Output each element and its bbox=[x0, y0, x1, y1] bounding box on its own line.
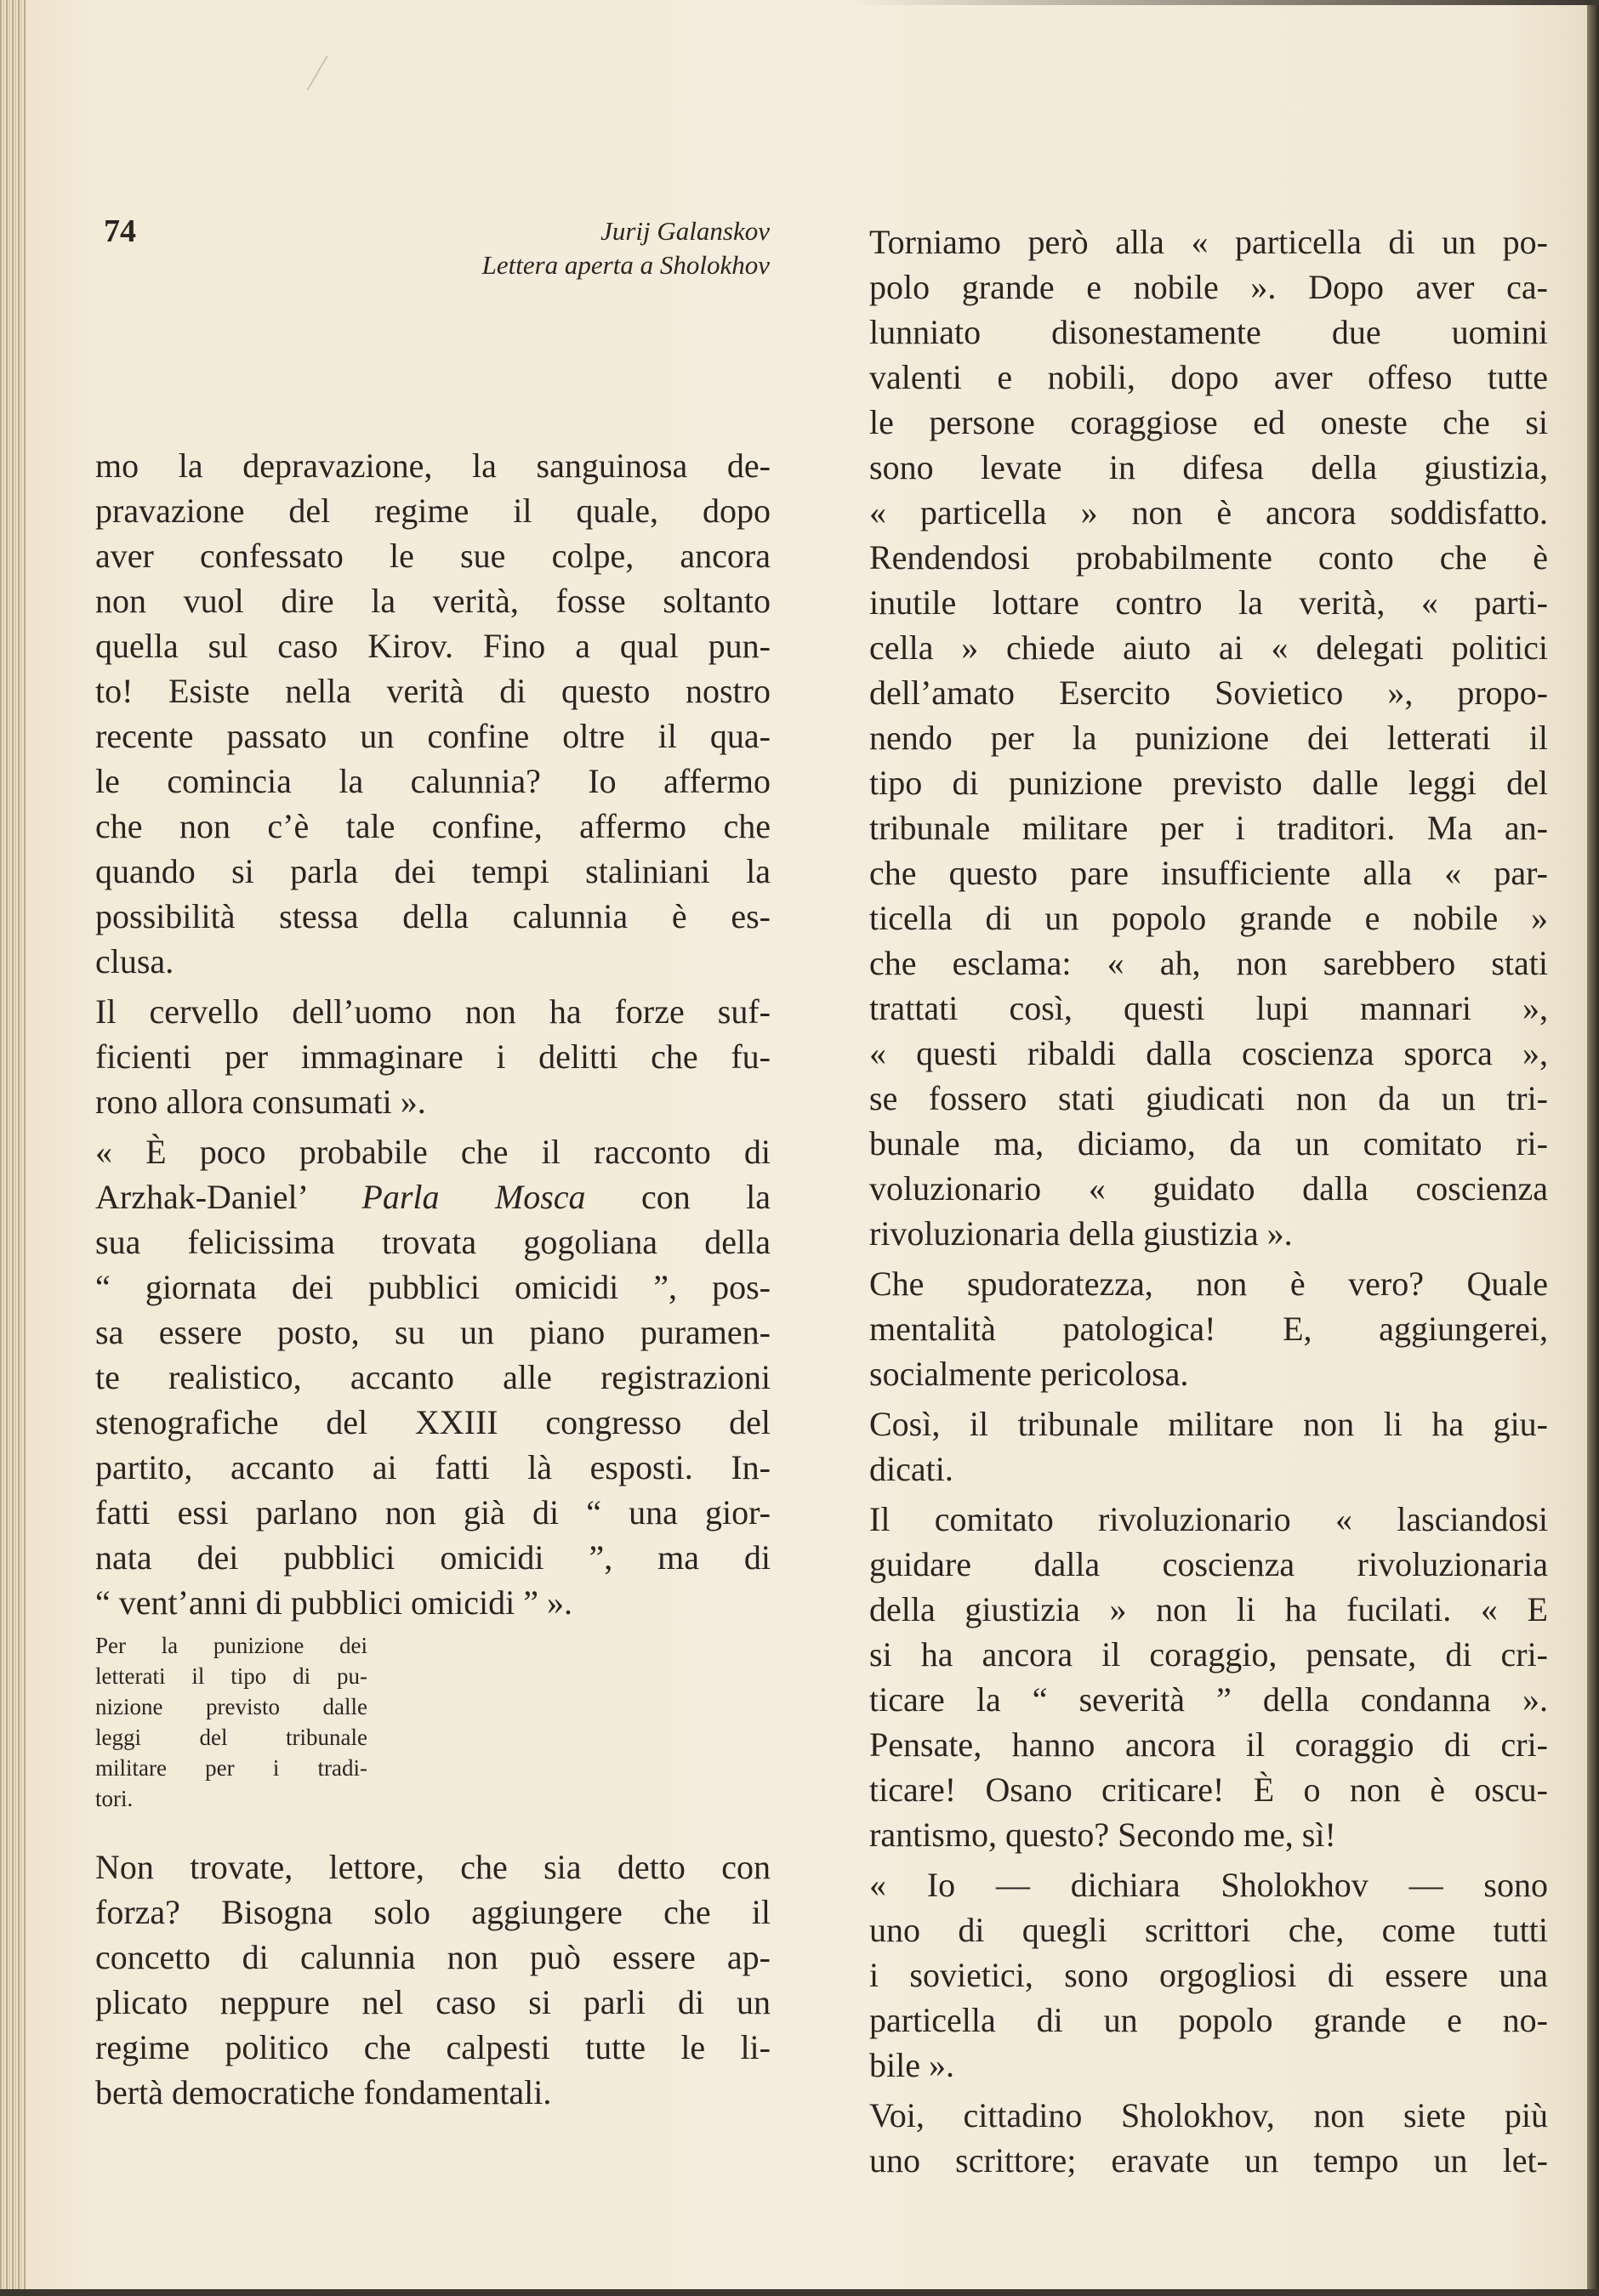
running-head-author: Jurij Galanskov bbox=[600, 216, 770, 246]
page-top-shadow bbox=[851, 0, 1599, 5]
text-line: ticare la “ severità ” della condanna ». bbox=[869, 1680, 1548, 1719]
text-line: forza? Bisogna solo aggiungere che il bbox=[95, 1893, 771, 1931]
paragraph bbox=[95, 1129, 771, 1625]
text-line: possibilità stessa della calunnia è es- bbox=[95, 897, 771, 935]
text-line: bunale ma, diciamo, da un comitato ri- bbox=[869, 1124, 1548, 1162]
text-line: « questi ribaldi dalla coscienza sporca », bbox=[869, 1034, 1548, 1072]
text-line: « È poco probabile che il racconto di bbox=[95, 1133, 771, 1171]
text-line: valenti e nobili, dopo aver offeso tutte bbox=[869, 358, 1548, 396]
text-line: lunniato disonestamente due uomini bbox=[869, 313, 1548, 351]
text-line: « Io — dichiara Sholokhov — sono bbox=[869, 1866, 1548, 1904]
text-line: « particella » non è ancora soddisfatto. bbox=[869, 493, 1548, 531]
text-line: pravazione del regime il quale, dopo bbox=[95, 492, 771, 530]
page-number: 74 bbox=[104, 213, 136, 249]
text-line: sua felicissima trovata gogoliana della bbox=[95, 1223, 771, 1261]
paragraph bbox=[869, 1261, 1548, 1396]
text-column-left bbox=[95, 443, 771, 2115]
text-line bbox=[95, 1174, 771, 1219]
text-line: tribunale militare per i traditori. Ma an- bbox=[869, 809, 1548, 847]
book-spine-shadow bbox=[1587, 0, 1599, 2296]
text-line: mentalità patologica! E, aggiungerei, bbox=[869, 1310, 1548, 1348]
book-page-edges bbox=[0, 0, 26, 2296]
text-line: rivoluzionaria della giustizia ». bbox=[869, 1214, 1293, 1253]
text-line: tipo di punizione previsto dalle leggi del bbox=[869, 764, 1548, 802]
text-line: che non c’è tale confine, affermo che bbox=[95, 807, 771, 845]
text-line: cella » chiede aiuto ai « delegati politici bbox=[869, 628, 1548, 667]
text-line: bertà democratiche fondamentali. bbox=[95, 2073, 552, 2111]
text-line: te realistico, accanto alle registrazioni bbox=[95, 1358, 771, 1396]
pencil-mark bbox=[306, 56, 353, 90]
paragraph bbox=[95, 443, 771, 984]
text-line: della giustizia » non li ha fucilati. « E bbox=[869, 1590, 1548, 1628]
text-line: mo la depravazione, la sanguinosa de- bbox=[95, 446, 771, 485]
text-line: Che spudoratezza, non è vero? Quale bbox=[869, 1265, 1548, 1303]
text-line: letterati il tipo di pu- bbox=[95, 1663, 367, 1689]
text-line: aver confessato le sue colpe, ancora bbox=[95, 537, 771, 575]
text-line: clusa. bbox=[95, 942, 174, 980]
text-line: le persone coraggiose ed oneste che si bbox=[869, 403, 1548, 441]
text-line: quando si parla dei tempi staliniani la bbox=[95, 852, 771, 890]
italic-title: Parla Mosca bbox=[361, 1178, 586, 1216]
page-bottom-edge bbox=[0, 2289, 1599, 2296]
text-line: recente passato un confine oltre il qua- bbox=[95, 717, 771, 755]
text-column-right bbox=[869, 219, 1548, 2183]
text-line: si ha ancora il coraggio, pensate, di cri- bbox=[869, 1635, 1548, 1674]
paragraph bbox=[869, 1862, 1548, 2088]
text-line: uno di quegli scrittori che, come tutti bbox=[869, 1911, 1548, 1949]
text-line: rantismo, questo? Secondo me, sì! bbox=[869, 1816, 1336, 1854]
text-line: ticare! Osano criticare! È o non è oscu- bbox=[869, 1770, 1548, 1809]
text-line: se fossero stati giudicati non da un tri- bbox=[869, 1079, 1548, 1117]
text-line: Pensate, hanno ancora il coraggio di cri- bbox=[869, 1725, 1548, 1764]
text-line: polo grande e nobile ». Dopo aver ca- bbox=[869, 268, 1548, 306]
text-line: Per la punizione dei bbox=[95, 1633, 367, 1658]
paragraph bbox=[95, 1844, 771, 2115]
text-line: Il comitato rivoluzionario « lasciandosi bbox=[869, 1500, 1548, 1538]
text-line: tori. bbox=[95, 1786, 134, 1811]
text-line: le comincia la calunnia? Io affermo bbox=[95, 762, 771, 800]
text-line: voluzionario « guidato dalla coscienza bbox=[869, 1169, 1548, 1208]
text-line: Rendendosi probabilmente conto che è bbox=[869, 538, 1548, 577]
running-head bbox=[482, 214, 770, 282]
text-line: regime politico che calpesti tutte le li- bbox=[95, 2028, 771, 2066]
paragraph bbox=[869, 2093, 1548, 2183]
running-head-title: Lettera aperta a Sholokhov bbox=[481, 250, 770, 280]
text-line: fatti essi parlano non già di “ una gior- bbox=[95, 1493, 771, 1532]
text-line: Non trovate, lettore, che sia detto con bbox=[95, 1848, 771, 1886]
text-line: plicato neppure nel caso si parli di un bbox=[95, 1983, 771, 2021]
text-line: leggi del tribunale bbox=[95, 1725, 367, 1750]
margin-note bbox=[95, 1630, 367, 1814]
text-line: ticella di un popolo grande e nobile » bbox=[869, 899, 1548, 937]
text-line: rono allora consumati ». bbox=[95, 1083, 426, 1121]
text-line: che questo pare insufficiente alla « par- bbox=[869, 854, 1548, 892]
text-line: dell’amato Esercito Sovietico », propo- bbox=[869, 673, 1548, 712]
paragraph bbox=[869, 1497, 1548, 1857]
text-line: Il cervello dell’uomo non ha forze suf- bbox=[95, 992, 771, 1031]
text-line: sa essere posto, su un piano puramen- bbox=[95, 1313, 771, 1351]
text-line: nata dei pubblici omicidi ”, ma di bbox=[95, 1538, 771, 1577]
paragraph bbox=[869, 1401, 1548, 1492]
text-line: sono levate in difesa della giustizia, bbox=[869, 448, 1548, 486]
text-line: che esclama: « ah, non sarebbero stati bbox=[869, 944, 1548, 982]
text-line: militare per i tradi- bbox=[95, 1755, 367, 1781]
text-line: nendo per la punizione dei letterati il bbox=[869, 719, 1548, 757]
text-line: uno scrittore; eravate un tempo un let- bbox=[869, 2141, 1548, 2179]
text-line: ficienti per immaginare i delitti che fu- bbox=[95, 1037, 771, 1076]
text-line: socialmente pericolosa. bbox=[869, 1355, 1189, 1393]
text-line: nizione previsto dalle bbox=[95, 1694, 367, 1719]
text-line: “ vent’anni di pubblici omicidi ” ». bbox=[95, 1583, 572, 1622]
paragraph bbox=[95, 989, 771, 1124]
text-line: non vuol dire la verità, fosse soltanto bbox=[95, 582, 771, 620]
text-line: trattati così, questi lupi mannari », bbox=[869, 989, 1548, 1027]
text-line: dicati. bbox=[869, 1450, 953, 1488]
text-line: concetto di calunnia non può essere ap- bbox=[95, 1938, 771, 1976]
text-line: i sovietici, sono orgogliosi di essere una bbox=[869, 1956, 1548, 1994]
paragraph bbox=[869, 219, 1548, 1256]
text-line: bile ». bbox=[869, 2046, 954, 2084]
text-line: quella sul caso Kirov. Fino a qual pun- bbox=[95, 627, 771, 665]
text-line: Torniamo però alla « particella di un po- bbox=[869, 223, 1548, 261]
text-line: to! Esiste nella verità di questo nostro bbox=[95, 672, 771, 710]
text-line: inutile lottare contro la verità, « parti- bbox=[869, 583, 1548, 622]
text-line: “ giornata dei pubblici omicidi ”, pos- bbox=[95, 1268, 771, 1306]
text-segment: con la bbox=[585, 1178, 771, 1216]
text-line: Voi, cittadino Sholokhov, non siete più bbox=[869, 2096, 1548, 2134]
text-line: particella di un popolo grande e no- bbox=[869, 2001, 1548, 2039]
text-line: partito, accanto ai fatti là esposti. In- bbox=[95, 1448, 771, 1486]
text-line: stenografiche del XXIII congresso del bbox=[95, 1403, 771, 1441]
text-segment: Arzhak-Daniel’ bbox=[95, 1178, 362, 1216]
text-line: Così, il tribunale militare non li ha giu- bbox=[869, 1405, 1548, 1443]
text-line: guidare dalla coscienza rivoluzionaria bbox=[869, 1545, 1548, 1583]
